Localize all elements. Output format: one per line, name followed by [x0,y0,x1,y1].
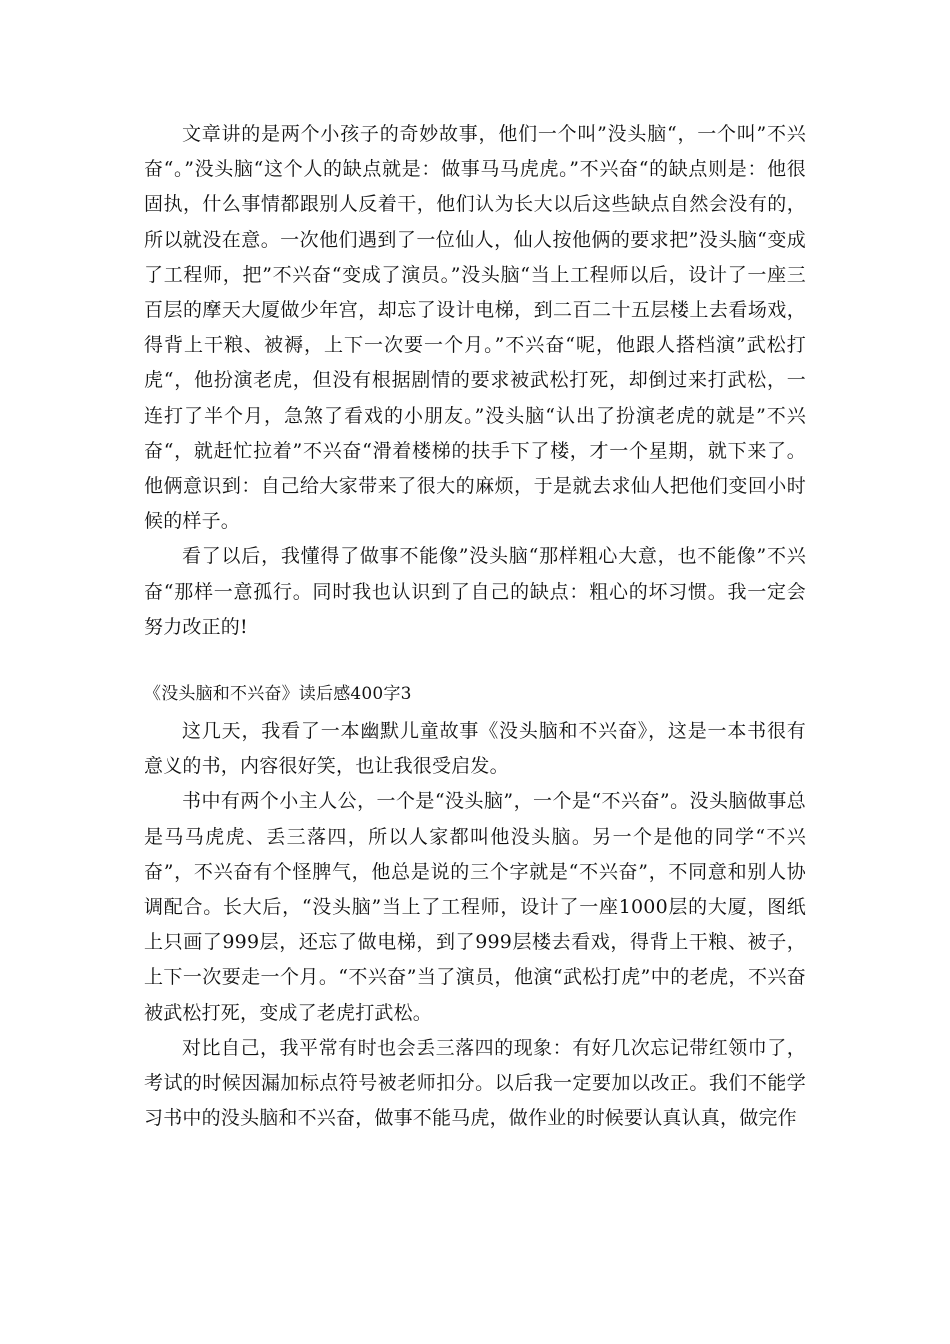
paragraph-self-comparison: 对比自己，我平常有时也会丢三落四的现象：有好几次忘记带红领巾了，考试的时候因漏加标点符号被老师扣分。以后我一定要加以改正。我们不能学习书中的没头脑和不兴奋，做事不能马虎，做作业的时候要认真认真，做完作 [144,1036,806,1130]
paragraph-reflection: 看了以后，我懂得了做事不能像”没头脑“那样粗心大意，也不能像”不兴奋“那样一意孤行。同时我也认识到了自己的缺点：粗心的坏习惯。我一定会努力改正的! [144,545,806,638]
essay-heading: 《没头脑和不兴奋》读后感400字3 [144,684,412,704]
paragraph-story-summary: 文章讲的是两个小孩子的奇妙故事，他们一个叫”没头脑“，一个叫”不兴奋“。”没头脑“这个人的缺点就是：做事马马虎虎。”不兴奋“的缺点则是：他很固执，什么事情都跟别人反着干，他们认为长大以后这些缺点自然会没有的，所以就没在意。一次他们遇到了一位仙人，仙人按他俩的要求把”没头脑“变成了工程师，把”不兴奋“变成了演员。”没头脑“当上工程师以后，设计了一座三百层的摩天大厦做少年宫，却忘了设计电梯，到二百二十五层楼上去看场戏，得背上干粮、被褥，上下一次要一个月。”不兴奋“呢，他跟人搭档演”武松打虎“，他扮演老虎，但没有根据剧情的要求被武松打死，却倒过来打武松，一连打了半个月，急煞了看戏的小朋友。”没头脑“认出了扮演老虎的就是”不兴奋“，就赶忙拉着”不兴奋“滑着楼梯的扶手下了楼，才一个星期，就下来了。他俩意识到：自己给大家带来了很大的麻烦，于是就去求仙人把他们变回小时候的样子。 [144,123,806,533]
paragraph-characters: 书中有两个小主人公，一个是“没头脑”，一个是“不兴奋”。没头脑做事总是马马虎虎、丢三落四，所以人家都叫他没头脑。另一个是他的同学“不兴奋”，不兴奋有个怪脾气，他总是说的三个字就是“不兴奋”，不同意和别人协调配合。长大后，“没头脑”当上了工程师，设计了一座1000层的大厦，图纸上只画了999层，还忘了做电梯，到了999层楼去看戏，得背上干粮、被子，上下一次要走一个月。“不兴奋”当了演员，他演“武松打虎”中的老虎，不兴奋被武松打死，变成了老虎打武松。 [144,790,806,1024]
essay-section-2 [144,714,806,1136]
paragraph-intro: 这几天，我看了一本幽默儿童故事《没头脑和不兴奋》，这是一本书很有意义的书，内容很好笑，也让我很受启发。 [144,720,806,778]
essay-section-1 [144,117,806,645]
